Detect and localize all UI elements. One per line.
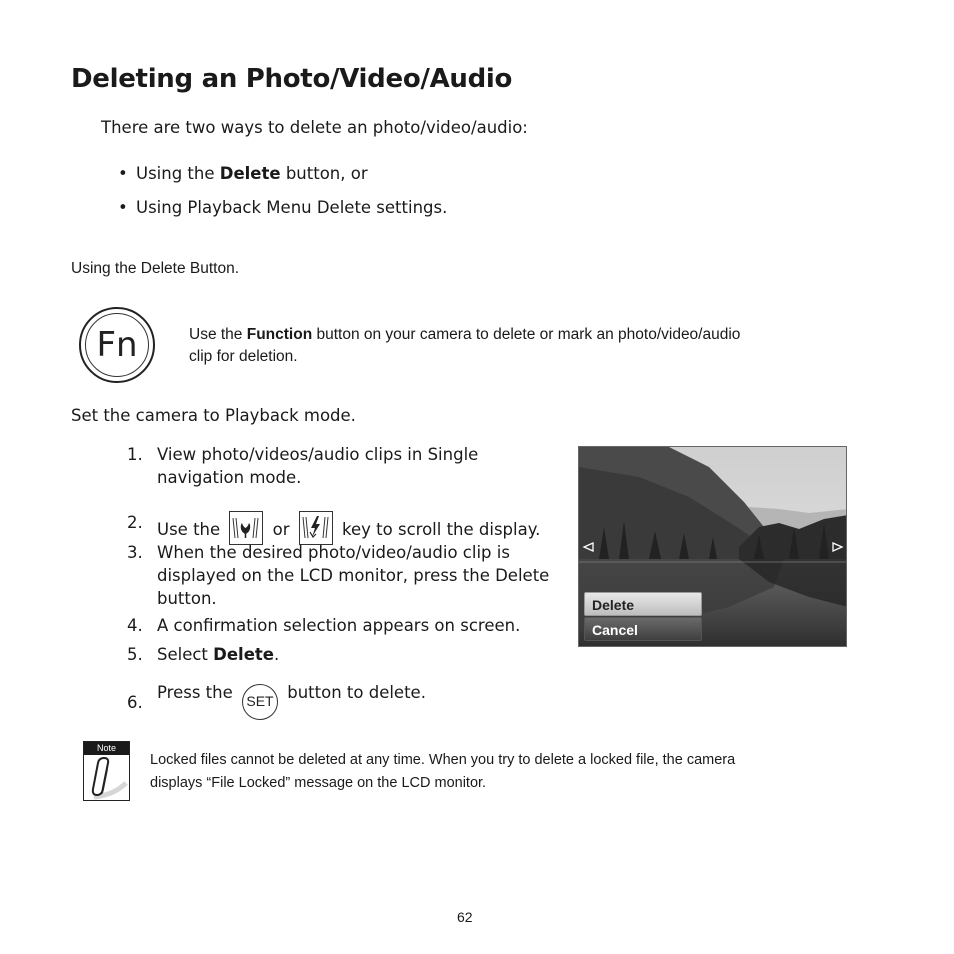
macro-left-key-icon bbox=[229, 511, 263, 545]
step-6: Press the SET button to delete. bbox=[157, 673, 557, 720]
section-heading: Using the Delete Button. bbox=[71, 260, 240, 277]
page-number: 62 bbox=[457, 909, 473, 925]
set-mode-text: Set the camera to Playback mode. bbox=[71, 406, 356, 425]
lcd-delete-option[interactable]: Delete bbox=[584, 592, 702, 616]
step-number: 3. bbox=[127, 543, 143, 562]
step-1: View photo/videos/audio clips in Single navigation mode. bbox=[157, 445, 479, 487]
flash-right-key-icon bbox=[299, 511, 333, 545]
step-number: 1. bbox=[127, 445, 143, 464]
step-number: 2. bbox=[127, 513, 143, 532]
intro-text: There are two ways to delete an photo/video/audio: bbox=[101, 118, 528, 137]
bullet-delete-button: • Using the Delete button, or bbox=[136, 162, 368, 185]
page-title: Deleting an Photo/Video/Audio bbox=[71, 64, 513, 94]
set-button-icon: SET bbox=[242, 684, 278, 720]
note-text: Locked files cannot be deleted at any time. When you try to delete a locked file, the camera displays “File Locked” message on the LCD monitor. bbox=[150, 752, 736, 791]
bullet-playback-menu: • Using Playback Menu Delete settings. bbox=[136, 196, 447, 219]
lcd-cancel-option[interactable]: Cancel bbox=[584, 617, 702, 641]
fn-button-icon bbox=[79, 307, 155, 383]
note-icon bbox=[83, 741, 130, 801]
fn-label: Fn bbox=[85, 313, 149, 377]
note-label: Note bbox=[84, 742, 129, 755]
paperclip-icon bbox=[84, 755, 129, 801]
lcd-screen-preview bbox=[578, 446, 847, 647]
step-2: Use the or key to scroll the display. bbox=[157, 511, 577, 545]
step-5: Select Delete. bbox=[157, 645, 280, 664]
step-number: 4. bbox=[127, 616, 143, 635]
step-number: 5. bbox=[127, 645, 143, 664]
step-3: When the desired photo/video/audio clip is displayed on the LCD monitor, press the Delete button. bbox=[157, 543, 550, 608]
step-number: 6. bbox=[127, 693, 143, 712]
step-4: A confirmation selection appears on screen. bbox=[157, 616, 521, 635]
fn-note: Use the Function button on your camera to delete or mark an photo/video/audio clip for deletion. bbox=[189, 326, 741, 365]
